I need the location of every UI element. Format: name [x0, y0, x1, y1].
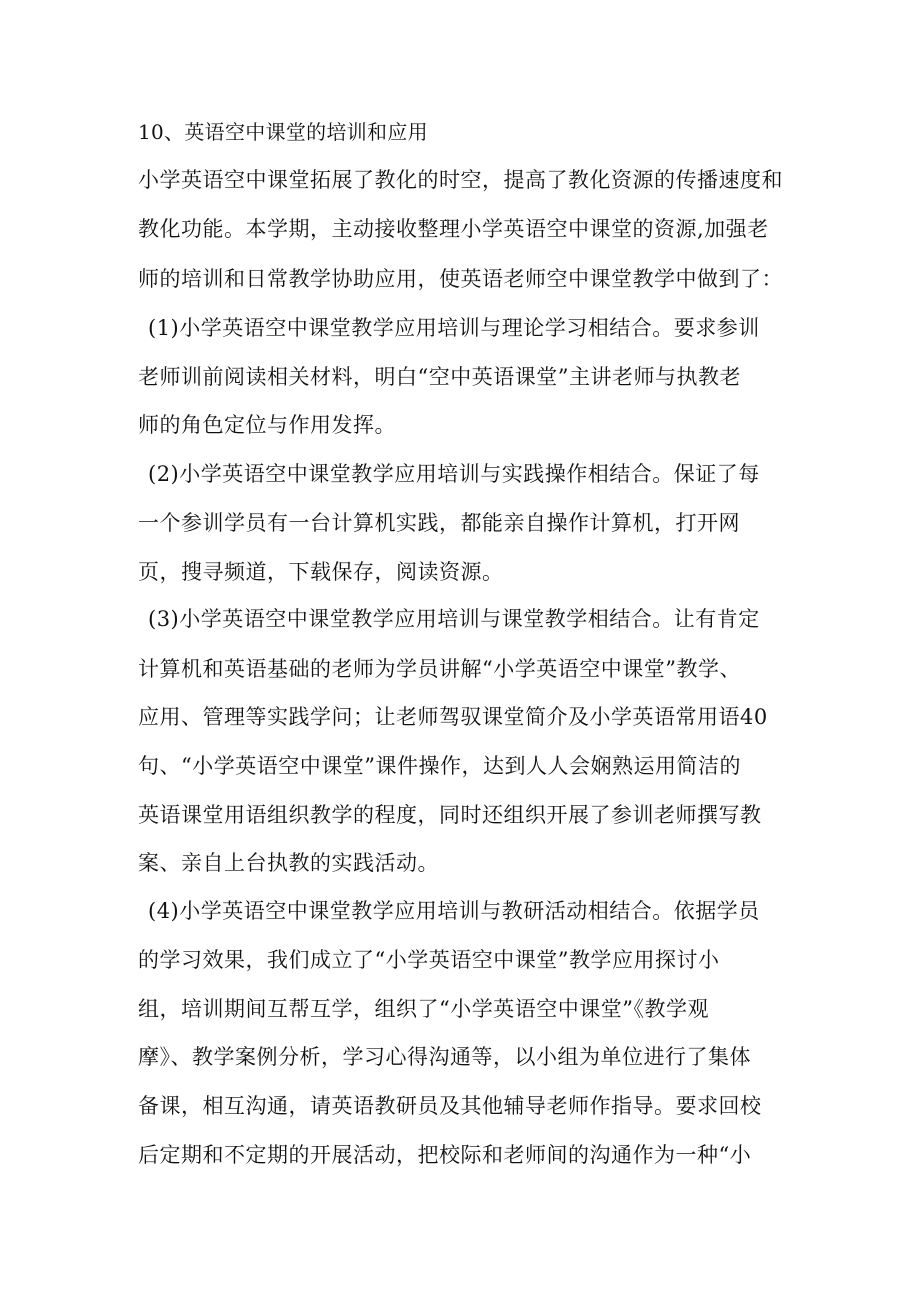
- list-item-3-line: 计算机和英语基础的老师为学员讲解“小学英语空中课堂”教学、: [138, 657, 741, 681]
- list-item-3-line: (3)小学英语空中课堂教学应用培训与课堂教学相结合。让有肯定: [148, 607, 760, 631]
- list-item-1-line: 师的角色定位与作用发挥。: [138, 413, 396, 437]
- list-item-3-line: 应用、管理等实践学问；让老师驾驭课堂简介及小学英语常用语40: [138, 705, 768, 729]
- list-item-1-line: (1)小学英语空中课堂教学应用培训与理论学习相结合。要求参训: [148, 316, 760, 340]
- section-heading: 10、英语空中课堂的培训和应用: [138, 120, 428, 144]
- list-item-2-line: 一个参训学员有一台计算机实践，都能亲自操作计算机，打开网: [138, 511, 740, 535]
- list-item-4-line: 后定期和不定期的开展活动，把校际和老师间的沟通作为一种“小: [138, 1143, 752, 1167]
- list-item-3-line: 英语课堂用语组织教学的程度，同时还组织开展了参训老师撰写教: [138, 803, 762, 827]
- list-item-2-line: 页，搜寻频道，下载保存，阅读资源。: [138, 560, 504, 584]
- list-item-4-line: 的学习效果，我们成立了“小学英语空中课堂”教学应用探讨小: [138, 948, 720, 972]
- list-item-3-line: 案、亲自上台执教的实践活动。: [138, 851, 439, 875]
- list-item-3-line: 句、“小学英语空中课堂”课件操作，达到人人会娴熟运用简洁的: [138, 754, 741, 778]
- paragraph-line: 小学英语空中课堂拓展了教化的时空，提高了教化资源的传播速度和: [138, 168, 783, 192]
- list-item-2-line: (2)小学英语空中课堂教学应用培训与实践操作相结合。保证了每: [148, 462, 760, 486]
- list-item-4-line: (4)小学英语空中课堂教学应用培训与教研活动相结合。依据学员: [148, 899, 760, 923]
- paragraph-line: 教化功能。本学期，主动接收整理小学英语空中课堂的资源,加强老: [138, 217, 769, 241]
- list-item-4-line: 备课，相互沟通，请英语教研员及其他辅导老师作指导。要求回校: [138, 1094, 762, 1118]
- paragraph-line: 师的培训和日常教学协助应用，使英语老师空中课堂教学中做到了：: [138, 267, 783, 291]
- list-item-4-line: 摩》、教学案例分析，学习心得沟通等，以小组为单位进行了集体: [138, 1045, 751, 1069]
- list-item-1-line: 老师训前阅读相关材料，明白“空中英语课堂”主讲老师与执教老: [138, 365, 741, 389]
- list-item-4-line: 组，培训期间互帮互学，组织了“小学英语空中课堂”《教学观: [138, 997, 709, 1021]
